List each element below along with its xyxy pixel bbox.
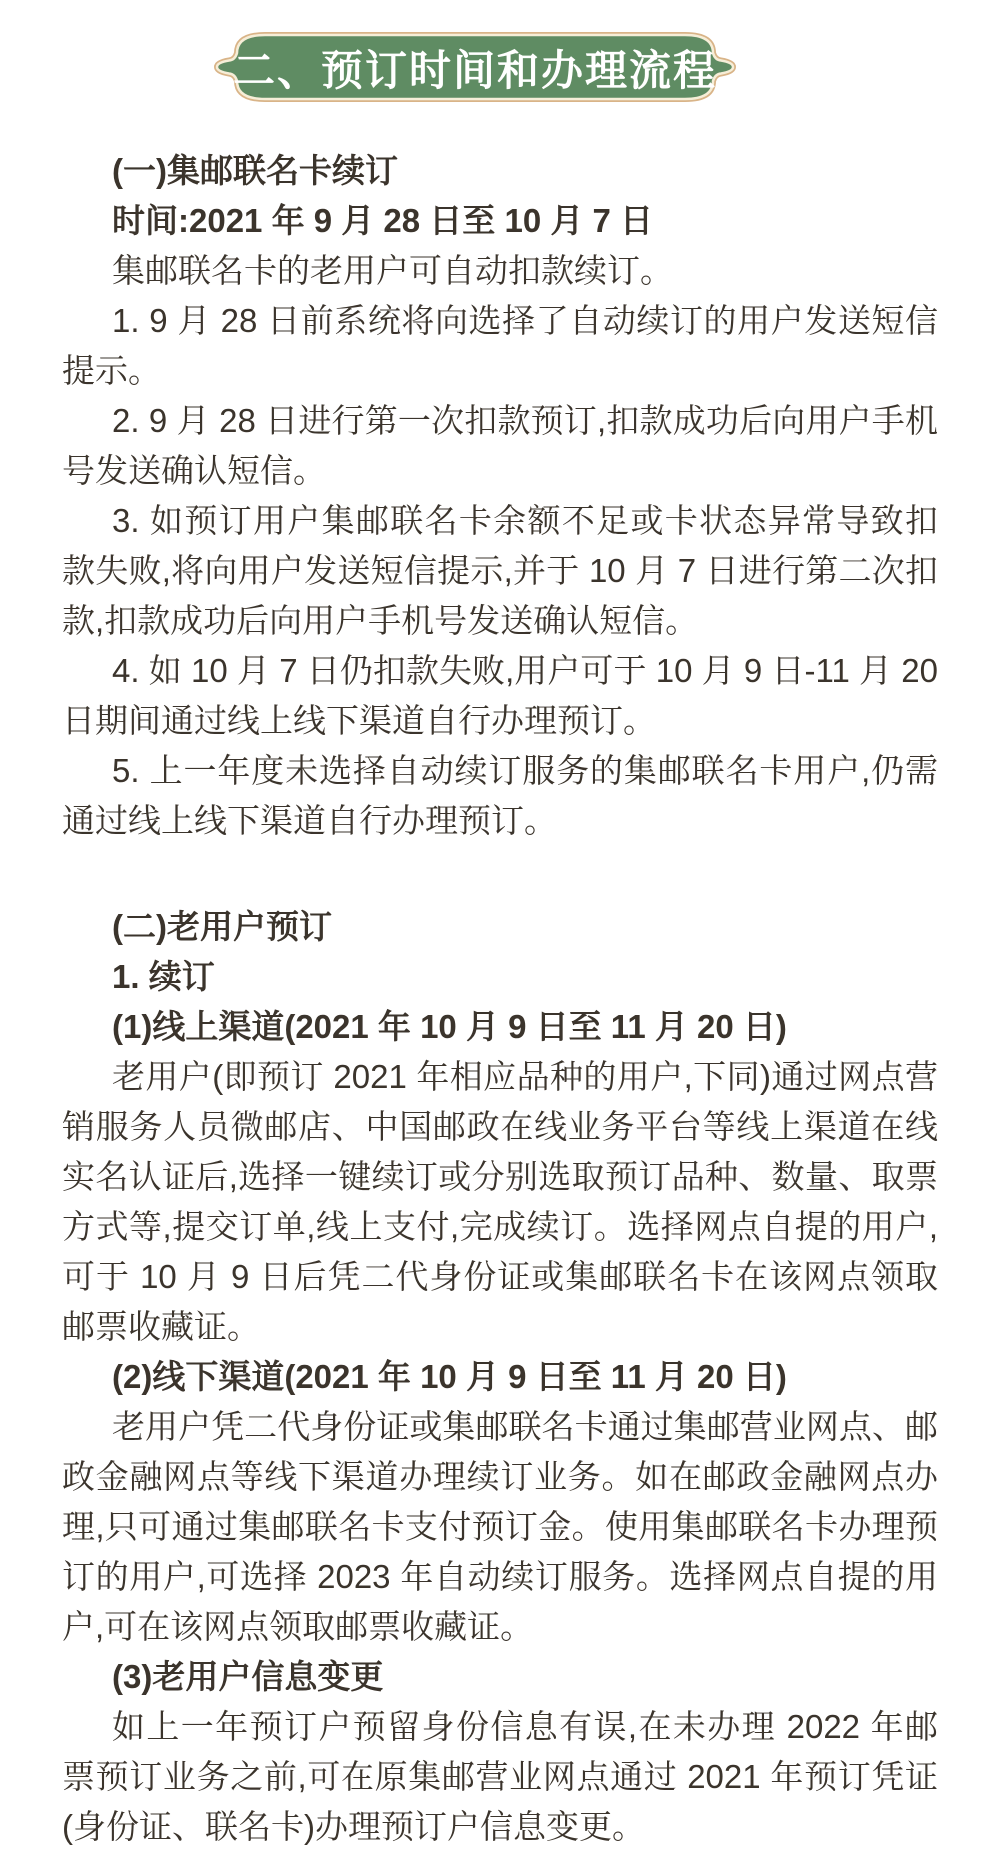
section2-online-heading: (1)线上渠道(2021 年 10 月 9 日至 11 月 20 日) [112,1008,787,1045]
section2-offline-body: 老用户凭二代身份证或集邮联名卡通过集邮营业网点、邮政金融网点等线下渠道办理续订业务。如在邮政金融网点办理,只可通过集邮联名卡支付预订金。使用集邮联名卡办理预订的用户,可选择 2023 年自动续订服务。选择网点自提的用户,可在该网点领取邮票收藏证。 [62,1408,938,1645]
section2-info-change-body: 如上一年预订户预留身份信息有误,在未办理 2022 年邮票预订业务之前,可在原集邮营业网点通过 2021 年预订凭证(身份证、联名卡)办理预订户信息变更。 [62,1708,938,1845]
section1-item-4: 4. 如 10 月 7 日仍扣款失败,用户可于 10 月 9 日-11 月 20 日期间通过线上线下渠道自行办理预订。 [62,652,938,739]
banner-title: 二、预订时间和办理流程 [232,49,717,95]
section1-time-line: 时间:2021 年 9 月 28 日至 10 月 7 日 [112,202,654,239]
section1-intro: 集邮联名卡的老用户可自动扣款续订。 [112,252,673,289]
section2-info-change-heading: (3)老用户信息变更 [112,1658,384,1695]
section2-heading: (二)老用户预订 [112,908,332,945]
document-content [0,146,1000,1852]
section1-item-1: 1. 9 月 28 日前系统将向选择了自动续订的用户发送短信提示。 [62,302,938,389]
section1-item-2: 2. 9 月 28 日进行第一次扣款预订,扣款成功后向用户手机号发送确认短信。 [62,402,938,489]
section1-item-5: 5. 上一年度未选择自动续订服务的集邮联名卡用户,仍需通过线上线下渠道自行办理预订。 [62,752,938,839]
section1-item-3: 3. 如预订用户集邮联名卡余额不足或卡状态异常导致扣款失败,将向用户发送短信提示,并于 10 月 7 日进行第二次扣款,扣款成功后向用户手机号发送确认短信。 [62,502,938,639]
header-banner [205,28,745,106]
section2-sub-renew: 1. 续订 [112,958,215,995]
section1-heading: (一)集邮联名卡续订 [112,152,398,189]
section2-online-body: 老用户(即预订 2021 年相应品种的用户,下同)通过网点营销服务人员微邮店、中国邮政在线业务平台等线上渠道在线实名认证后,选择一键续订或分别选取预订品种、数量、取票方式等,提交订单,线上支付,完成续订。选择网点自提的用户,可于 10 月 9 日后凭二代身份证或集邮联名卡在该网点领取邮票收藏证。 [62,1058,938,1345]
section2-offline-heading: (2)线下渠道(2021 年 10 月 9 日至 11 月 20 日) [112,1358,787,1395]
